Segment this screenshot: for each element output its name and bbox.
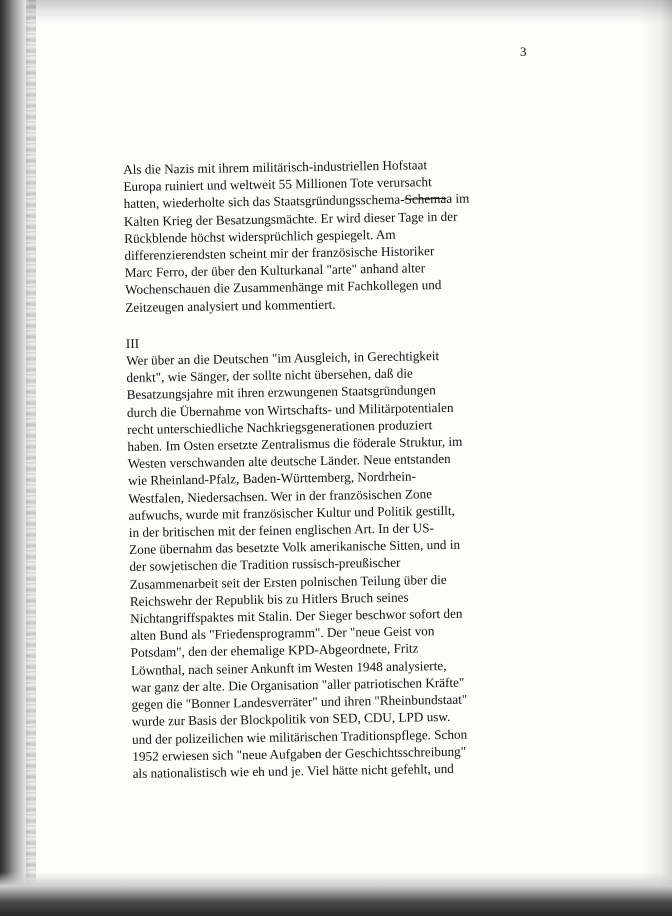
text-line: Zeitzeugen analysiert und kommentiert.	[125, 296, 336, 315]
text-line: Potsdam", den der ehemalige KPD-Abgeordnete, Fritz	[130, 640, 419, 661]
section-heading: III	[125, 335, 140, 351]
text-line: Löwnthal, nach seiner Ankunft im Westen 1948 analysierte,	[130, 657, 447, 678]
text-line: Europa ruiniert und weltweit 55 Millionen Tote verursacht	[123, 174, 432, 195]
text-line: aufwuchs, wurde mit französischer Kultur und Politik gestillt,	[128, 502, 455, 523]
text-line: wurde zur Basis der Blockpolitik von SED, CDU, LPD usw.	[131, 709, 451, 730]
text-line: als nationalistisch wie eh und je. Viel hätte nicht gefehlt, und	[132, 760, 454, 781]
scan-left-speckle	[26, 0, 36, 916]
text-line: Wer über an die Deutschen "im Ausgleich, in Gerechtigkeit	[126, 348, 440, 369]
text-line: war ganz der alte. Die Organisation "aller patriotischen Kräfte"	[131, 674, 465, 695]
text-line: durch die Übernahme von Wirtschafts- und Militärpotentialen	[126, 399, 454, 420]
page-number: 3	[520, 44, 527, 59]
scan-top-shadow	[0, 0, 672, 24]
text-line: recht unterschiedliche Nachkriegsgenerationen produziert	[127, 417, 433, 437]
text-line: hatten, wiederholte sich das Staatsgründungsschema-Schemaa im	[123, 190, 470, 212]
text-line: Rückblende höchst widersprüchlich gespiegelt. Am	[124, 226, 396, 246]
text-line: alten Bund als "Friedensprogramm". Der "neue Geist von	[130, 623, 435, 644]
text-line: Westen verschwanden alte deutsche Länder. Neue entstanden	[127, 451, 451, 472]
paragraph-2	[126, 346, 513, 782]
text-line: haben. Im Osten ersetzte Zentralismus die föderale Struktur, im	[127, 433, 463, 455]
text-line: Reichswehr der Republik bis zu Hitlers Bruch seines	[129, 589, 409, 609]
text-line: in der britischen mit der feinen englischen Art. In der US-	[128, 520, 434, 541]
text-line: Kalten Krieg der Besatzungsmächte. Er wird dieser Tage in der	[123, 208, 458, 229]
scan-right-shadow	[640, 0, 672, 916]
text-line: 1952 erwiesen sich "neue Aufgaben der Geschichtsschreibung"	[132, 743, 467, 764]
text-line: denkt", wie Sänger, der sollte nicht übersehen, daß die	[126, 365, 413, 386]
text-line: Westfalen, Niedersachsen. Wer in der französischen Zone	[128, 485, 433, 506]
text-line: Marc Ferro, der über den Kulturkanal "arte" anhand alter	[124, 260, 426, 281]
text-line: Nichtangriffspaktes mit Stalin. Der Sieger beschwor sofort den	[130, 605, 463, 627]
text-line: gegen die "Bonner Landesverräter" und ihren "Rheinbundstaat"	[131, 691, 468, 713]
text-line: Zone übernahm das besetzte Volk amerikanische Sitten, und in	[128, 537, 461, 558]
text-line: Besatzungsjahre mit ihren erzwungenen Staatsgründungen	[126, 382, 436, 403]
text-line: Zusammenarbeit seit der Ersten polnischen Teilung über die	[129, 571, 447, 592]
text-line: wie Rheinland-Pfalz, Baden-Württemberg, Nordrhein-	[127, 468, 417, 489]
text-line: Als die Nazis mit ihrem militärisch-industriellen Hofstaat	[123, 157, 428, 177]
text-line: differenzierendsten scheint mir der französische Historiker	[124, 243, 435, 264]
text-line: Wochenschauen die Zusammenhänge mit Fachkollegen und	[124, 277, 442, 298]
text-line: der sowjetischen die Tradition russisch-preußischer	[129, 555, 401, 575]
body-text	[123, 155, 513, 782]
text-line: und der polizeilichen wie militärischen Traditionspflege. Schon	[131, 726, 468, 747]
struck-word: Schema	[404, 191, 447, 207]
scan-bottom-shadow	[0, 872, 672, 916]
